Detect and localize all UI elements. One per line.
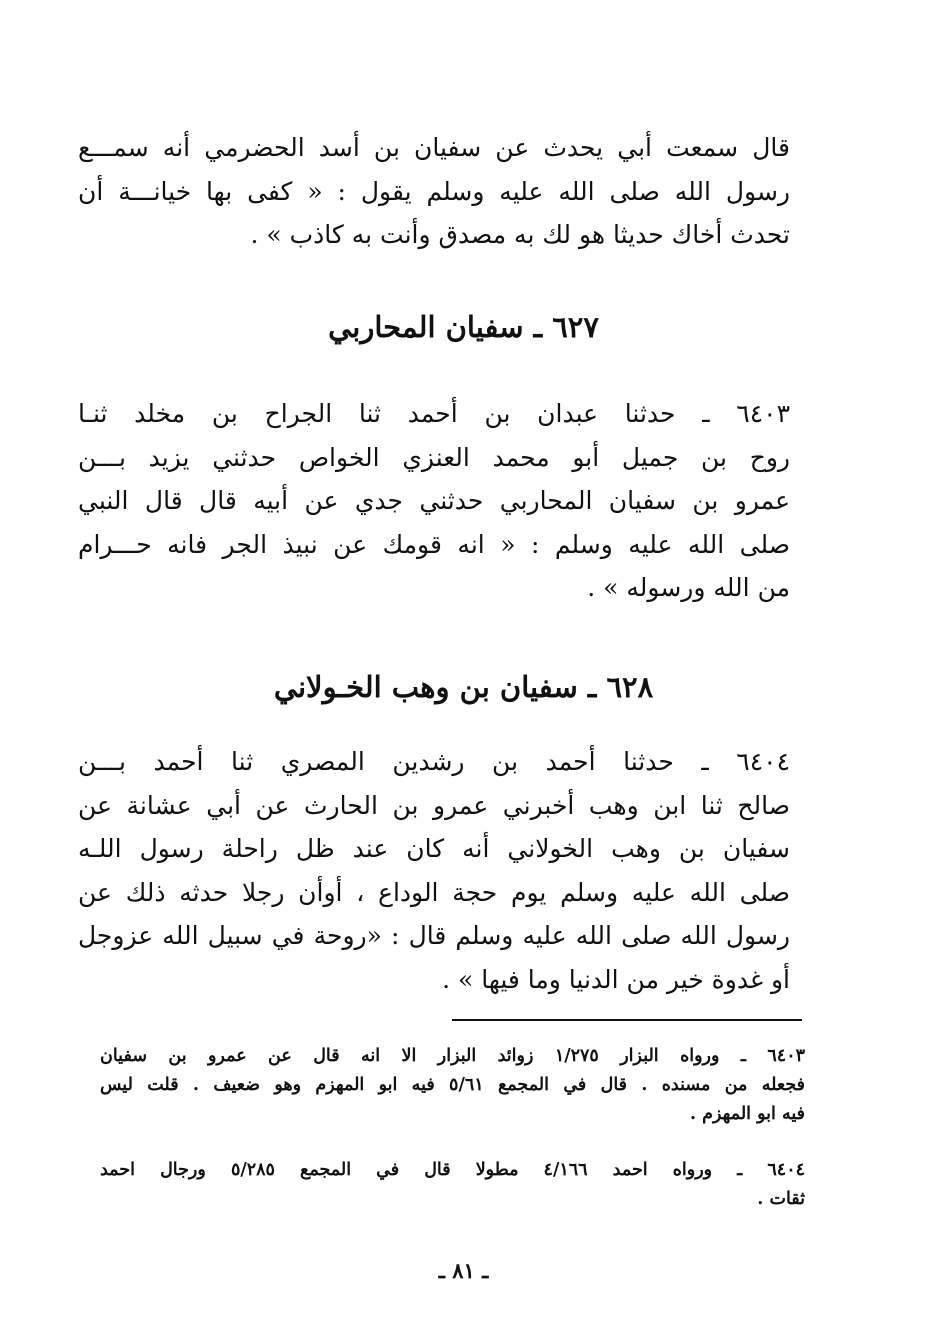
hadith-6404-line-4: صلى الله عليه وسلم يوم حجة الوداع ، أوأن رجلا حدثه ذلك عن xyxy=(78,877,790,907)
footnote-separator xyxy=(452,1019,802,1021)
section-628-heading: ٦٢٨ ـ سفيان بن وهب الخـولاني xyxy=(273,670,654,704)
hadith-6404-line-1: ٦٤٠٤ ـ حدثنا أحمد بن رشدين المصري ثنا أحمد بـــن xyxy=(78,747,790,776)
hadith-6404-line-2: صالح ثنا ابن وهب أخبرني عمرو بن الحارث عن أبي عشانة عن xyxy=(78,790,790,820)
footnote-6404-line-2: ثقات . xyxy=(757,1189,805,1209)
hadith-6403-line-4: صلى الله عليه وسلم : « انه قومك عن نبيذ الجر فانه حـــرام xyxy=(78,529,790,559)
intro-line-1: قال سمعت أبي يحدث عن سفيان بن أسد الحضرمي أنه سمـــع xyxy=(78,133,790,162)
footnote-6403-line-1: ٦٤٠٣ ـ ورواه البزار ١/٢٧٥ زوائد البزار الا انه قال عن عمرو بن سفيان xyxy=(100,1046,805,1066)
footnote-6404 xyxy=(100,1156,805,1214)
intro-line-3: تحدث أخاك حديثا هو لك به مصدق وأنت به كاذب » . xyxy=(250,220,790,249)
hadith-6404-line-5: رسول الله صلى الله عليه وسلم قال : «روحة في سبيل الله عزوجل xyxy=(78,921,790,950)
section-627-heading: ٦٢٧ ـ سفيان المحاربي xyxy=(328,310,599,344)
hadith-6403-paragraph xyxy=(78,392,790,610)
footnote-6404-line-1: ٦٤٠٤ ـ ورواه احمد ٤/١٦٦ مطولا قال في المجمع ٥/٢٨٥ ورجال احمد xyxy=(100,1160,805,1180)
footnote-6403 xyxy=(100,1042,805,1129)
hadith-6404-line-3: سفيان بن وهب الخولاني أنه كان عند ظل راحلة رسول اللـه xyxy=(78,834,790,863)
footnote-6403-line-3: فيه ابو المهزم . xyxy=(689,1104,805,1124)
footnote-6403-line-2: فجعله من مسنده . قال في المجمع ٥/٦١ فيه ابو المهزم وهو ضعيف . قلت ليس xyxy=(100,1075,805,1095)
hadith-6403-line-5: من الله ورسوله » . xyxy=(587,573,790,602)
intro-line-2: رسول الله صلى الله عليه وسلم يقول : « كفى بها خيانـــة أن xyxy=(78,176,790,206)
hadith-6403-line-2: روح بن جميل أبو محمد العنزي الخواص حدثني يزيد بـــن xyxy=(78,442,790,472)
intro-paragraph xyxy=(78,126,790,257)
hadith-6403-line-1: ٦٤٠٣ ـ حدثنا عبدان بن أحمد ثنا الجراح بن مخلد ثنـا xyxy=(78,399,790,428)
hadith-6403-line-3: عمرو بن سفيان المحاربي حدثني جدي عن أبيه قال قال النبي xyxy=(78,486,790,515)
hadith-6404-line-6: أو غدوة خير من الدنيا وما فيها » . xyxy=(442,964,790,994)
hadith-6404-paragraph xyxy=(78,740,790,1001)
page-number: ـ ٨١ ـ xyxy=(438,1258,489,1283)
